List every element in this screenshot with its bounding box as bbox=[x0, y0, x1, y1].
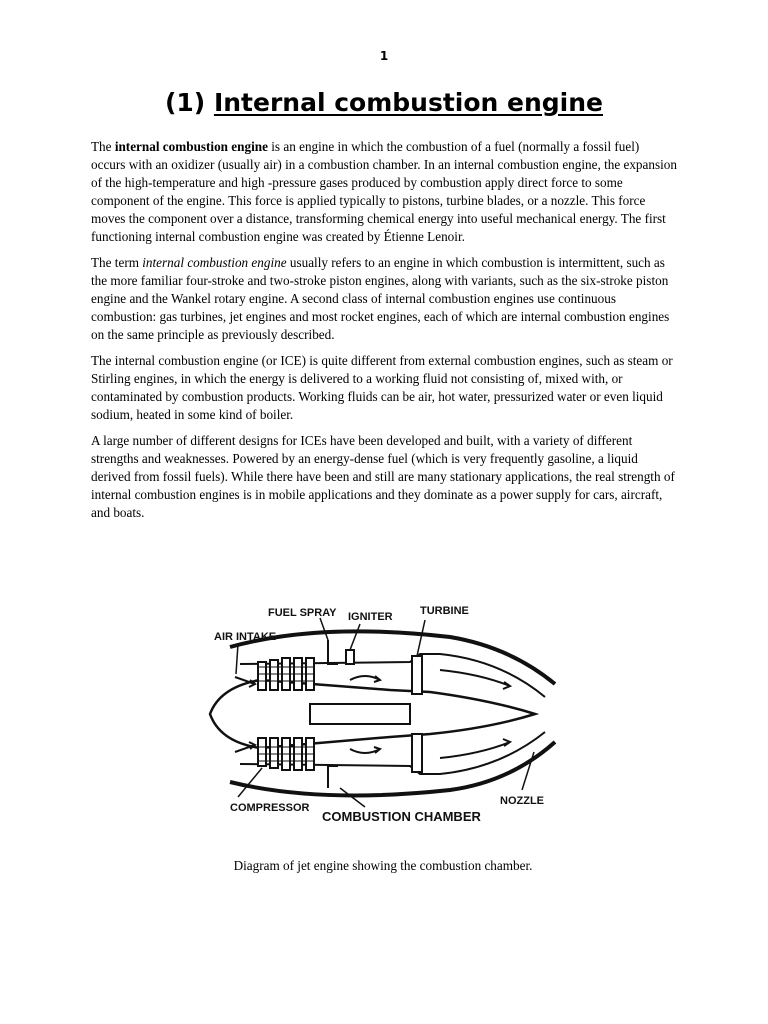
paragraph-2 bbox=[91, 254, 677, 344]
paragraph-1 bbox=[91, 138, 677, 246]
label-turbine: TURBINE bbox=[420, 605, 469, 617]
label-igniter: IGNITER bbox=[348, 611, 393, 623]
label-nozzle: NOZZLE bbox=[500, 795, 544, 807]
title-prefix: (1) bbox=[164, 88, 214, 117]
paragraph-1-rest: is an engine in which the combustion of a fuel (normally a fossil fuel) occurs with an oxidizer (usually air) in a combustion chamber. In an internal combustion engine, the expansion of the high-temperature and high -pressure gases produced by combustion apply direct force to some component of the engine. This force is applied typically to pistons, turbine blades, or a nozzle. This force moves the component over a distance, transforming chemical energy into useful mechanical energy. The first functioning internal combustion engine was created by Étienne Lenoir. bbox=[91, 139, 677, 244]
jet-engine-diagram bbox=[200, 592, 560, 830]
paragraph-1-bold-term: internal combustion engine bbox=[114, 139, 268, 154]
page-number: 1 bbox=[379, 49, 389, 63]
paragraph-2-lead: The term bbox=[91, 255, 143, 270]
label-fuel-spray: FUEL SPRAY bbox=[268, 607, 337, 619]
page-title bbox=[0, 88, 768, 117]
title-main: Internal combustion engine bbox=[213, 88, 603, 117]
paragraph-3: The internal combustion engine (or ICE) is quite different from external combustion engines, such as steam or Stirling engines, in which the energy is delivered to a working fluid not consisting of, mixed with, or contaminated by combustion products. Working fluids can be air, hot water, pressurized water or even liquid sodium, heated in some kind of boiler. bbox=[91, 353, 673, 422]
paragraph-2-italic-term: internal combustion engine bbox=[142, 255, 287, 270]
paragraph-1-lead: The bbox=[91, 139, 115, 154]
label-combustion-chamber: COMBUSTION CHAMBER bbox=[322, 809, 481, 824]
jet-engine-svg bbox=[200, 592, 560, 830]
paragraph-2-rest: usually refers to an engine in which combustion is intermittent, such as the more familiar four-stroke and two-stroke piston engines, along with variants, such as the six-stroke piston engine and the Wankel rotary engine. A second class of internal combustion engines use continuous combustion: gas turbines, jet engines and most rocket engines, each of which are internal combustion engines on the same principle as previously described. bbox=[91, 255, 670, 342]
figure-caption: Diagram of jet engine showing the combustion chamber. bbox=[233, 858, 533, 873]
body-text bbox=[91, 138, 677, 530]
igniter bbox=[346, 650, 354, 664]
paragraph-4: A large number of different designs for ICEs have been developed and built, with a variety of different strengths and weaknesses. Powered by an energy-dense fuel (which is very frequently gasoline, a liquid derived from fossil fuels). While there have been and still are many stationary applications, the real strength of internal combustion engines is in mobile applications and they dominate as a power supply for cars, aircraft, and boats. bbox=[91, 433, 675, 520]
fuel-spray-nozzle bbox=[328, 640, 338, 664]
shaft bbox=[310, 704, 410, 724]
lower-fuel-nozzle bbox=[328, 766, 338, 788]
label-compressor: COMPRESSOR bbox=[230, 802, 310, 814]
label-air-intake: AIR INTAKE bbox=[214, 631, 277, 643]
